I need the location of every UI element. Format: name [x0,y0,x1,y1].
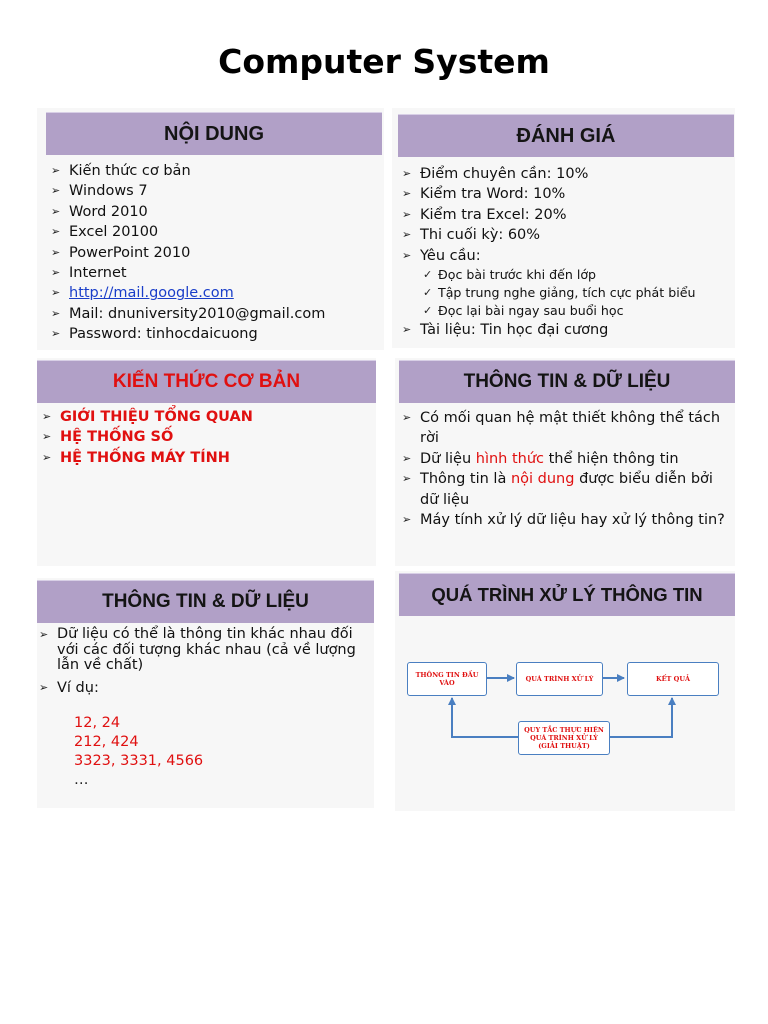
box-rules-line: (GIẢI THUẬT) [538,742,590,750]
list-item: ➢ Máy tính xử lý dữ liệu hay xử lý thông tin? [400,510,734,530]
box-rules-line: QUÁ TRÌNH XỬ LÝ [530,734,598,742]
content-list [400,408,734,530]
example-value: 3323, 3331, 4566 [74,753,204,769]
list-item: ➢ Kiểm tra Word: 10% [400,184,734,204]
list-item: ➢ Internet [49,263,379,283]
text-segment: được biểu diễn bởi dữ liệu [420,471,713,508]
list-item: ➢ Windows 7 [49,181,379,201]
box-rules-line: QUY TẮC THỰC HIỆN [524,726,604,734]
list-item: ➢ Ví dụ: [37,678,371,698]
list-item [400,449,734,469]
list-item [49,283,379,303]
box-rules [518,721,610,755]
list-item: ➢ Có mối quan hệ mật thiết không thể tách rời [400,408,734,449]
slide-thong-tin-du-lieu-examples [37,578,374,808]
slide-noi-dung [37,108,384,350]
list-item: ➢ Excel 20100 [49,222,379,242]
list-item: ➢ HỆ THỐNG MÁY TÍNH [40,448,370,468]
list-item [400,469,734,510]
example-value: 12, 24 [74,715,121,731]
example-value: … [74,772,89,788]
box-input: THÔNG TIN ĐẦU VÀO [407,662,487,696]
gmail-link[interactable]: http://mail.google.com [69,285,234,302]
slide-header: KIẾN THỨC CƠ BẢN [37,360,376,403]
list-item: ✓ Đọc lại bài ngay sau buổi học [420,302,734,320]
list-item: ➢ Dữ liệu có thể là thông tin khác nhau đối với các đối tượng khác nhau (cả về lượng lẫn về chất) [37,627,371,674]
highlight-text: hình thức [475,450,544,467]
list-item: ➢ Password: tinhocdaicuong [49,324,379,344]
text-segment: thể hiện thông tin [544,450,679,467]
slide-header: THÔNG TIN & DỮ LIỆU [37,580,374,623]
list-item: ➢ Word 2010 [49,202,379,222]
slide-header: QUÁ TRÌNH XỬ LÝ THÔNG TIN [399,573,735,616]
list-item [400,246,734,320]
slide-danh-gia [392,108,735,348]
list-item: ✓ Tập trung nghe giảng, tích cực phát biểu [420,284,734,302]
slide-kien-thuc-co-ban [37,358,376,566]
text-segment: Dữ liệu [420,450,476,467]
example-value: 212, 424 [74,734,139,750]
list-item: ➢ PowerPoint 2010 [49,243,379,263]
slide-header: THÔNG TIN & DỮ LIỆU [399,360,735,403]
text-segment: Thông tin là [420,471,511,488]
list-item: ➢ GIỚI THIỆU TỔNG QUAN [40,407,370,427]
grading-list [400,164,734,340]
highlight-text: nội dung [510,471,575,488]
list-item: ➢ Kiến thức cơ bản [49,161,379,181]
arrow-rules-to-input [452,698,518,737]
topic-list [40,407,370,468]
box-result: KẾT QUẢ [627,662,719,696]
list-item: ➢ Kiểm tra Excel: 20% [400,205,734,225]
list-item: ➢ Điểm chuyên cần: 10% [400,164,734,184]
list-item: ➢ HỆ THỐNG SỐ [40,427,370,447]
requirements-label: Yêu cầu: [420,247,481,264]
slide-header: ĐÁNH GIÁ [398,114,734,157]
slide-header: NỘI DUNG [46,112,382,155]
list-item: ➢ Tài liệu: Tin học đại cương [400,320,734,340]
requirements-list [420,266,734,320]
slide-qua-trinh-xu-ly [395,571,735,811]
list-item: ✓ Đọc bài trước khi đến lớp [420,266,734,284]
list-item: ➢ Mail: dnuniversity2010@gmail.com [49,304,379,324]
box-process: QUÁ TRÌNH XỬ LÝ [516,662,603,696]
list-item: ➢ Thi cuối kỳ: 60% [400,225,734,245]
content-list [49,161,379,345]
examples-block [74,714,203,790]
slide-thong-tin-du-lieu [395,358,735,566]
content-list [37,627,371,698]
arrow-rules-to-result [610,698,672,737]
page-title: Computer System [218,42,550,81]
